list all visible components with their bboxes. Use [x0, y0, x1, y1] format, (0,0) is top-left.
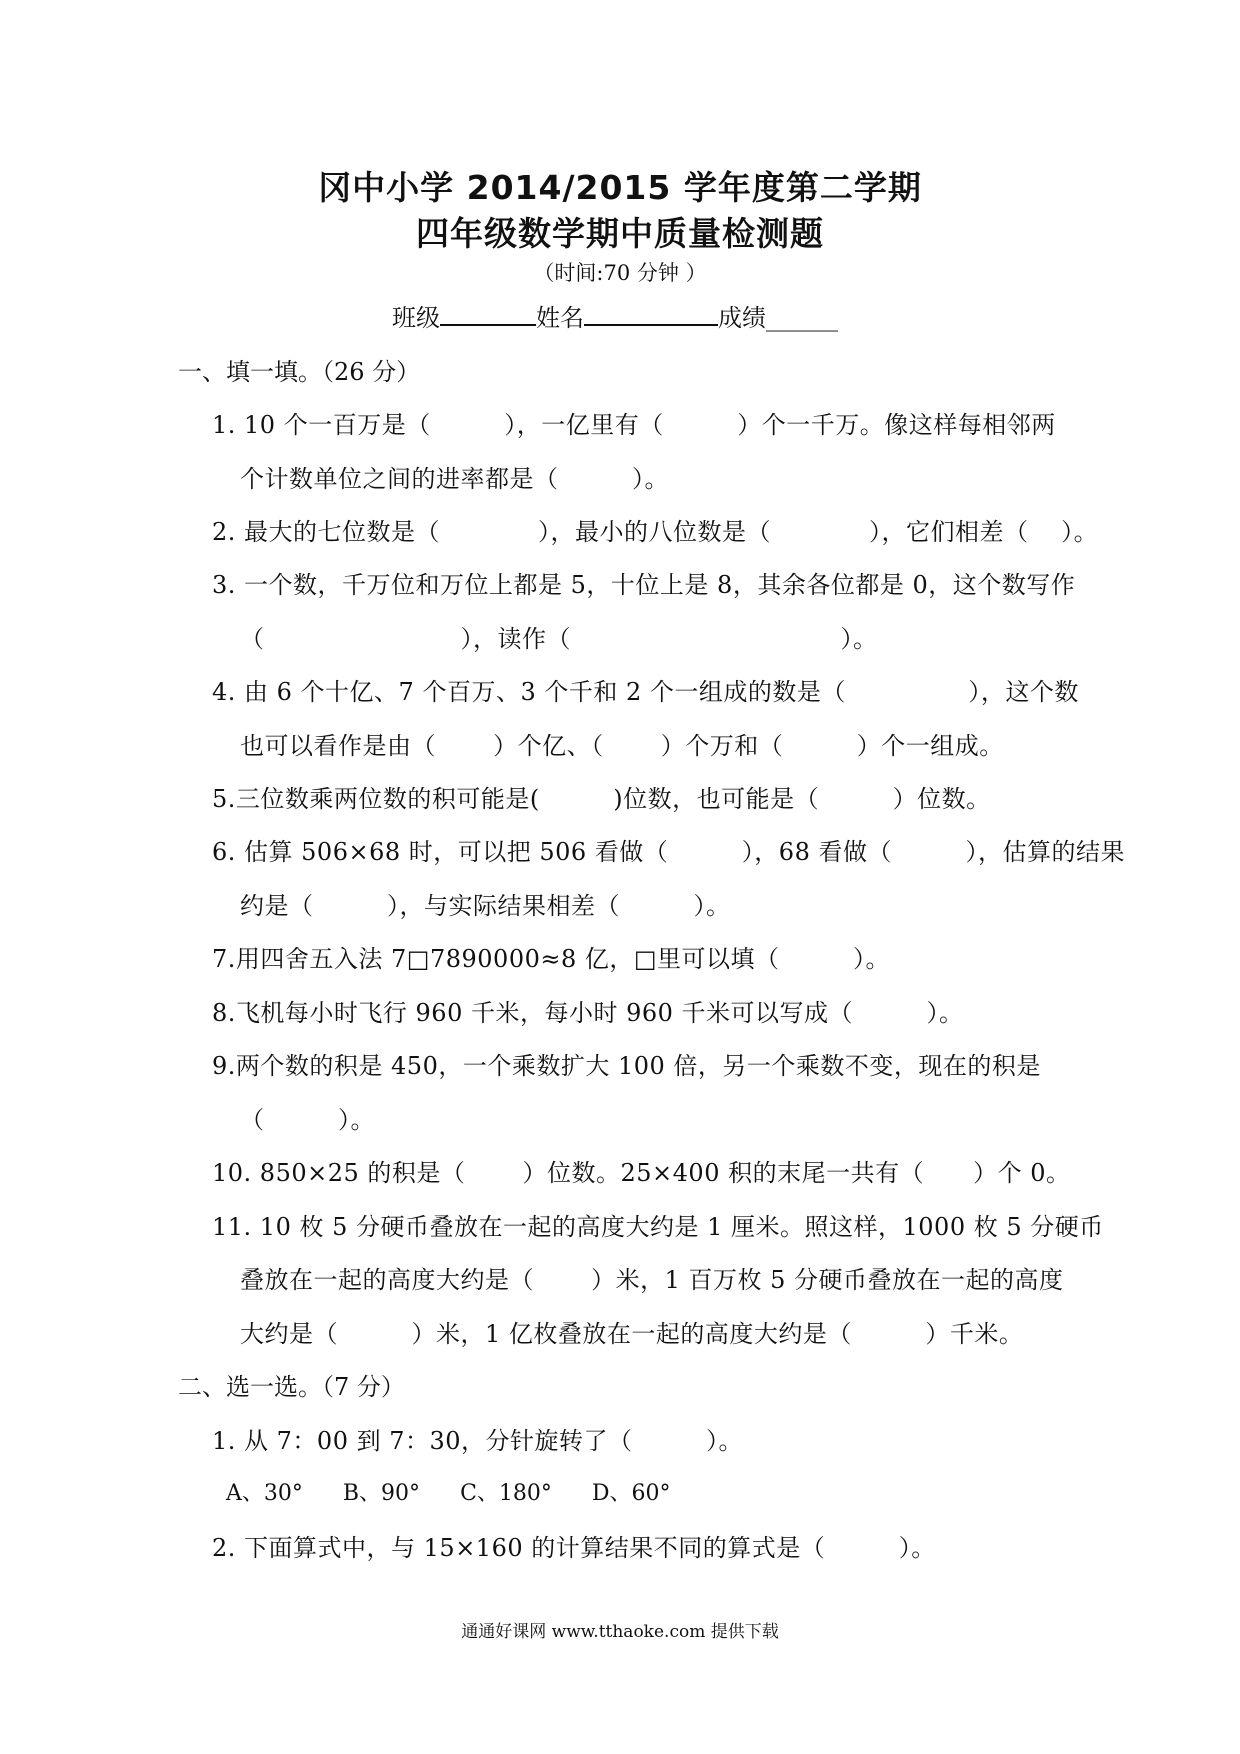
exam-title-line2: 四年级数学期中质量检测题: [416, 214, 824, 253]
question-line: 个计数单位之间的进率都是（ ）。: [240, 465, 669, 493]
question-line: 4. 由 6 个十亿、7 个百万、3 个千和 2 个一组成的数是（ ），这个数: [212, 678, 1079, 706]
question-line: 2. 最大的七位数是（ ），最小的八位数是（ ），它们相差（ ）。: [212, 518, 1099, 546]
option-d: D、60°: [591, 1481, 671, 1506]
question-line: 约是（ ），与实际结果相差（ ）。: [240, 892, 731, 920]
section1-heading: 一、填一填。（26 分）: [178, 358, 421, 386]
question-line: 6. 估算 506×68 时，可以把 506 看做（ ），68 看做（ ），估算的结果: [212, 838, 1125, 866]
question-line: （ ），读作（ ）。: [240, 625, 878, 653]
section2-heading: 二、选一选。（7 分）: [178, 1373, 405, 1401]
option-b: B、90°: [342, 1481, 421, 1506]
question-line: 7.用四舍五入法 7□7890000≈8 亿，□里可以填（ ）。: [212, 945, 891, 973]
name-label: 姓名: [536, 304, 584, 332]
question-line: 11. 10 枚 5 分硬币叠放在一起的高度大约是 1 厘米。照这样，1000 枚 5 分硬币: [212, 1213, 1104, 1241]
question-line: 大约是（ ）米，1 亿枚叠放在一起的高度大约是（ ）千米。: [240, 1320, 1024, 1348]
question-line: 9.两个数的积是 450，一个乘数扩大 100 倍，另一个乘数不变，现在的积是: [212, 1052, 1041, 1080]
choice-options: [226, 1476, 711, 1507]
question-line: 1. 10 个一百万是（ ），一亿里有（ ）个一千万。像这样每相邻两: [212, 411, 1056, 439]
time-note: （时间:70 分钟 ）: [533, 261, 707, 285]
class-label: 班级: [392, 304, 440, 332]
class-blank: [440, 300, 536, 326]
question-line: 8.飞机每小时飞行 960 千米，每小时 960 千米可以写成（ ）。: [212, 999, 964, 1027]
score-label: 成绩: [718, 304, 766, 332]
choice-question-1: 1. 从 7：00 到 7：30，分针旋转了（ ）。: [212, 1427, 744, 1455]
footer-source: 通通好课网 www.tthaoke.com 提供下载: [461, 1622, 779, 1642]
option-c: C、180°: [460, 1481, 552, 1506]
question-line: 3. 一个数，千万位和万位上都是 5，十位上是 8，其余各位都是 0，这个数写作: [212, 571, 1076, 599]
score-blank: ______: [766, 304, 838, 332]
question-line: 叠放在一起的高度大约是（ ）米，1 百万枚 5 分硬币叠放在一起的高度: [240, 1266, 1064, 1294]
question-line: 也可以看作是由（ ）个亿、（ ）个万和（ ）个一组成。: [240, 732, 1004, 760]
exam-title-line1: 冈中小学 2014/2015 学年度第二学期: [318, 168, 922, 207]
question-line: 5.三位数乘两位数的积可能是( )位数，也可能是（ ）位数。: [212, 785, 991, 813]
choice-question-2: 2. 下面算式中，与 15×160 的计算结果不同的算式是（ ）。: [212, 1534, 936, 1562]
student-info-line: [392, 298, 838, 333]
option-a: A、30°: [226, 1481, 303, 1506]
question-line: （ ）。: [240, 1106, 375, 1134]
name-blank: [584, 300, 718, 326]
question-line: 10. 850×25 的积是（ ）位数。25×400 积的末尾一共有（ ）个 0。: [212, 1159, 1071, 1187]
